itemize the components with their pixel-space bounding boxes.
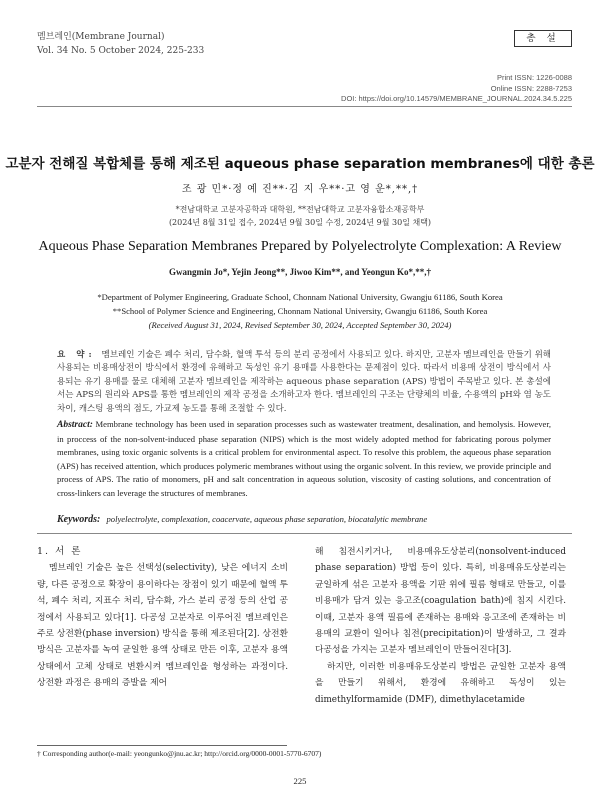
- header-divider: [37, 106, 572, 107]
- affiliation-korean: *전남대학교 고분자공학과 대학원, **전남대학교 고분자융합소재공학부: [175, 205, 425, 214]
- keywords: [57, 514, 551, 525]
- journal-header: [37, 30, 204, 58]
- body-paragraph: 하지만, 이러한 비용매유도상분리 방법은 균일한 고분자 용액을 만들기 위해서, 환경에 유해하고 독성이 있는 dimethylformamide (DMF), dimethylacetamide: [315, 661, 566, 705]
- journal-name: 멤브레인(Membrane Journal): [37, 32, 165, 42]
- body-column-left: [37, 544, 288, 692]
- authors-english: Gwangmin Jo*, Yejin Jeong**, Jiwoo Kim**, and Yeongun Ko*,**,†: [168, 267, 432, 277]
- received-dates-english: (Received August 31, 2024, Revised September 30, 2024, Accepted September 30, 2024): [148, 320, 452, 330]
- dates-korean: (2024년 8월 31일 접수, 2024년 9월 30일 수정, 2024년 9월 30일 채택): [168, 218, 432, 227]
- body-paragraph: 해 침전시키거나, 비용매유도상분리(nonsolvent-induced phase separation) 방법 등이 있다. 특히, 비용매유도상분리는 균일하게 섞은 고분자 용액을 기판 위에 필름 형태로 만들고, 이를 비용매가 담겨 있는 응고조(coagulation bath)에 침지 시킨다. 이때, 고분자 용액 필름에 존재하는 용매와 응고조에 존재하는 비용매의 교환이 일어나 침전(precipitation)이 발생하고, 그 결과 다공성을 가지는 고분자 멤브레인이 만들어진다[3].: [315, 547, 566, 656]
- body-column-right: [315, 544, 566, 708]
- abstract-english: [57, 418, 551, 500]
- page-number: 225: [293, 776, 307, 786]
- abstract-english-label: Abstract:: [57, 420, 93, 430]
- keywords-label: Keywords:: [57, 514, 101, 525]
- abstract-korean: [57, 349, 551, 416]
- online-issn: Online ISSN: 2288-7253: [490, 83, 572, 93]
- abstract-english-text: Membrane technology has been used in separation processes such as wastewater treatment, desalination, and hemolysis. However, in proccess of the non-solvent-induced phase separation (NIPS) which is the most widely adopted method for fabricating porous polymer membranes, using toxic organic solvents is a critical problem for environmental aspect. To resolve this problem, the aqueous phase separation (APS) has received attention, which produces polymeric membranes without using the organic solvent. In this review, we provide principle and process of APS. The ratio of monomers, pH and salt concentration in aqueous solution, viscosity of casting solutions, and concentration of cross-linkers can leverage the structures of membranes.: [57, 419, 551, 498]
- issn-block: [341, 73, 572, 105]
- corresponding-author-footnote: † Corresponding author(e-mail: yeongunko@jnu.ac.kr; http://orcid.org/0000-0001-5770-6707): [37, 749, 322, 758]
- section-heading-introduction: 1. 서 론: [37, 546, 83, 557]
- affiliation-english-block: [0, 290, 600, 332]
- print-issn: Print ISSN: 1226-0088: [496, 73, 572, 82]
- affiliation-english-2: **School of Polymer Science and Engineering, Chonnam National University, Gwangju 61186, South Korea: [112, 306, 488, 316]
- body-paragraph: 멤브레인 기술은 높은 선택성(selectivity), 낮은 에너지 소비량, 다른 공정으로 확장이 용이하다는 장점이 있기 때문에 혈액 투석, 폐수 처리, 지표수 처리, 담수화, 가스 분리 공정 등의 산업 공정에서 사용되고 있다[1]. 다공성 고분자로 이루어진 멤브레인은 주로 상전환(phase inversion) 방식을 통해 제조된다[2]. 상전환 방식은 고분자를 녹여 균일한 용액 상태로 만든 이후, 고분자 용액 상태에서 고체 상태로 변환시켜 멤브레인을 형성하는 과정이다. 상전환 과정은 용매의 증발을 제어: [37, 563, 288, 689]
- title-english: Aqueous Phase Separation Membranes Prepared by Polyelectrolyte Complexation: A Review: [38, 239, 562, 254]
- keywords-divider: [37, 533, 572, 534]
- abstract-korean-text: 멤브레인 기술은 폐수 처리, 담수화, 혈액 투석 등의 분리 공정에서 사용되고 있다. 하지만, 고분자 멤브레인을 만들기 위해 사용되는 비용매상전이 방식에서 환경에 유해하고 독성인 유기 용매를 사용한다는 문제점이 있다. 따라서 비용매 상전이 방식에서 사용되는 유기 용매를 물로 대체해 고분자 멤브레인을 제작하는 aqueous phase separation (APS) 방법이 주목받고 있다. 본 총설에서는 APS의 원리와 APS를 통한 멤브레인의 제작 공정을 소개하고자 한다. 멤브레인의 구조는 단량체의 비율, 수용액의 pH와 염 농도 차이, 캐스팅 용액의 점도, 가교제 농도를 통해 조절할 수 있다.: [57, 350, 552, 414]
- keywords-text: polyelectrolyte, complexation, coacervate, aqueous phase separation, biocatalytic membrane: [106, 514, 428, 524]
- article-type-badge: 총 설: [514, 30, 572, 47]
- doi[interactable]: DOI: https://doi.org/10.14579/MEMBRANE_JOURNAL.2024.34.5.225: [341, 94, 572, 103]
- authors-korean: 조 광 민*·정 예 진**·김 지 우**·고 영 운*,**,†: [181, 184, 419, 195]
- abstract-korean-label: 요 약:: [57, 350, 96, 360]
- footnote-divider: [37, 745, 287, 746]
- affiliation-english-1: *Department of Polymer Engineering, Graduate School, Chonnam National University, Gwangju 61186, South Korea: [97, 292, 503, 302]
- affiliation-korean-block: [0, 203, 600, 229]
- title-korean: 고분자 전해질 복합체를 통해 제조된 aqueous phase separation membranes에 대한 총론: [5, 156, 595, 172]
- volume-line: Vol. 34 No. 5 October 2024, 225-233: [37, 46, 205, 56]
